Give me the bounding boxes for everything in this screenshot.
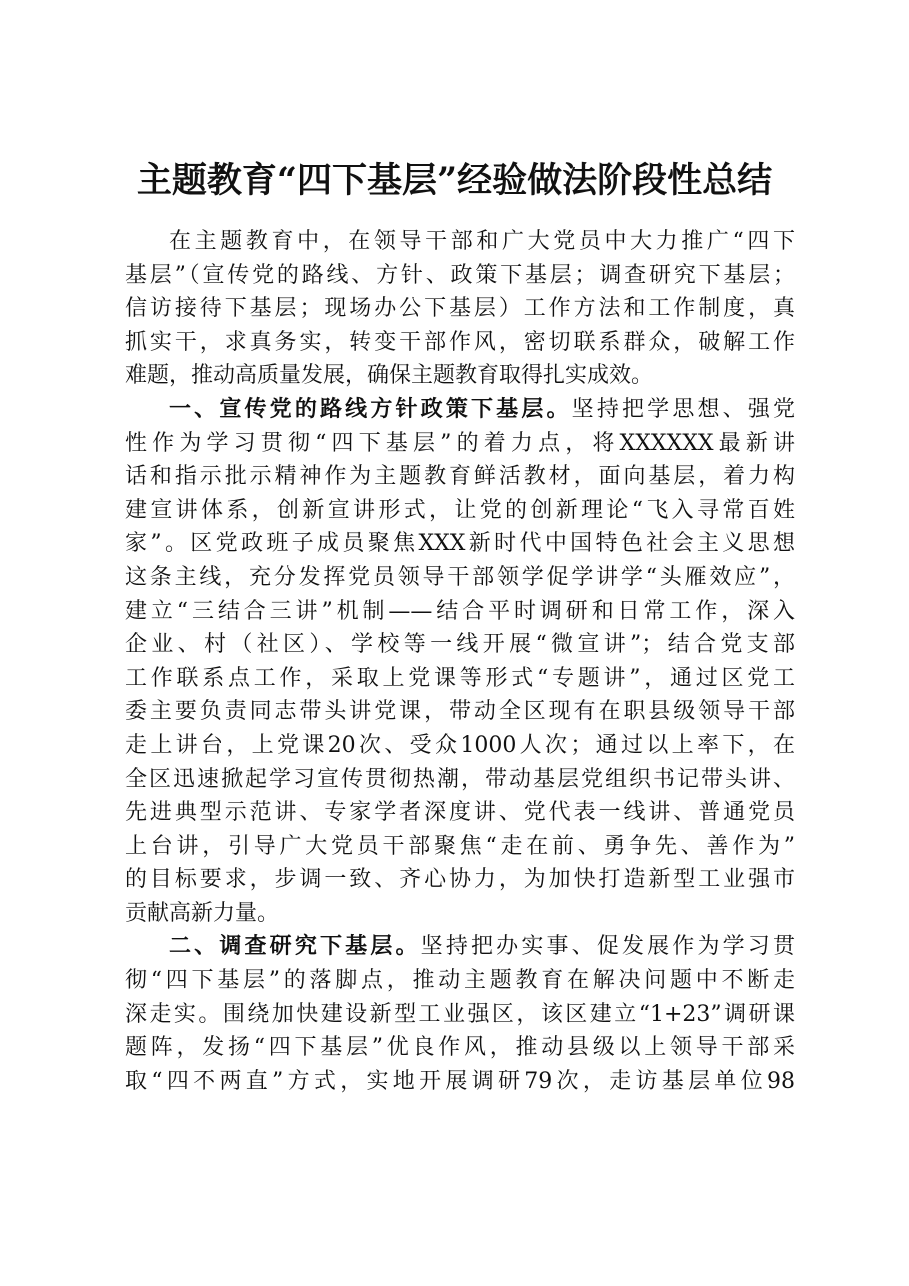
- text-line: 基层”（宣传党的路线、方针、政策下基层；调查研究下基层；: [125, 262, 795, 288]
- text-line-with-heading: [125, 930, 795, 964]
- text-line: 走上讲台，上党课20次、受众1000人次；通过以上率下，在: [125, 732, 795, 758]
- text-line: 全区迅速掀起学习宣传贯彻热潮，带动基层党组织书记带头讲、: [125, 766, 795, 792]
- section-heading: 二、调查研究下基层。: [169, 933, 421, 960]
- text-line-rest: 坚持把学思想、强党: [571, 396, 795, 422]
- text-line: 企业、村（社区）、学校等一线开展“微宣讲”；结合党支部: [125, 632, 795, 658]
- document-body: [125, 225, 795, 1098]
- paragraph-section-1: [125, 393, 795, 931]
- text-line: 性作为学习贯彻“四下基层”的着力点，将XXXXXX最新讲: [125, 430, 795, 456]
- text-line: 取“四不两直”方式，实地开展调研79次，走访基层单位98: [125, 1068, 795, 1094]
- text-line: 彻“四下基层”的落脚点，推动主题教育在解决问题中不断走: [125, 968, 795, 994]
- text-line: 工作联系点工作，采取上党课等形式“专题讲”，通过区党工: [125, 665, 795, 691]
- paragraph-section-2: [125, 930, 795, 1098]
- text-line: 信访接待下基层；现场办公下基层）工作方法和工作制度，真: [125, 296, 795, 322]
- text-line: 话和指示批示精神作为主题教育鲜活教材，面向基层，着力构: [125, 464, 795, 490]
- paragraph-intro: [125, 225, 795, 393]
- text-line: 建宣讲体系，创新宣讲形式，让党的创新理论“飞入寻常百姓: [125, 497, 795, 523]
- text-line: 委主要负责同志带头讲党课，带动全区现有在职县级领导干部: [125, 699, 795, 725]
- text-line: 建立“三结合三讲”机制——结合平时调研和日常工作，深入: [125, 598, 795, 624]
- text-line: 先进典型示范讲、专家学者深度讲、党代表一线讲、普通党员: [125, 800, 795, 826]
- text-line: 贡献高新力量。: [125, 900, 280, 926]
- text-line: 深走实。围绕加快建设新型工业强区，该区建立“1+23”调研课: [125, 1001, 795, 1027]
- section-heading: 一、宣传党的路线方针政策下基层。: [169, 395, 572, 422]
- text-line: 这条主线，充分发挥党员领导干部领学促学讲学“头雁效应”，: [125, 564, 795, 590]
- text-line: 上台讲，引导广大党员干部聚焦“走在前、勇争先、善作为”: [125, 833, 795, 859]
- text-line: 抓实干，求真务实，转变干部作风，密切联系群众，破解工作: [125, 329, 795, 355]
- document-title: 主题教育“四下基层”经验做法阶段性总结: [136, 160, 773, 201]
- text-line: 的目标要求，步调一致、齐心协力，为加快打造新型工业强市: [125, 867, 795, 893]
- text-line-rest: 坚持把办实事、促发展作为学习贯: [420, 934, 795, 960]
- text-line: 在主题教育中，在领导干部和广大党员中大力推广“四下: [169, 229, 795, 254]
- text-line: 难题，推动高质量发展，确保主题教育取得扎实成效。: [125, 363, 654, 389]
- text-line: 题阵，发扬“四下基层”优良作风，推动县级以上领导干部采: [125, 1035, 795, 1061]
- text-line: 家”。区党政班子成员聚焦XXX新时代中国特色社会主义思想: [125, 531, 795, 557]
- text-line-with-heading: [125, 393, 795, 427]
